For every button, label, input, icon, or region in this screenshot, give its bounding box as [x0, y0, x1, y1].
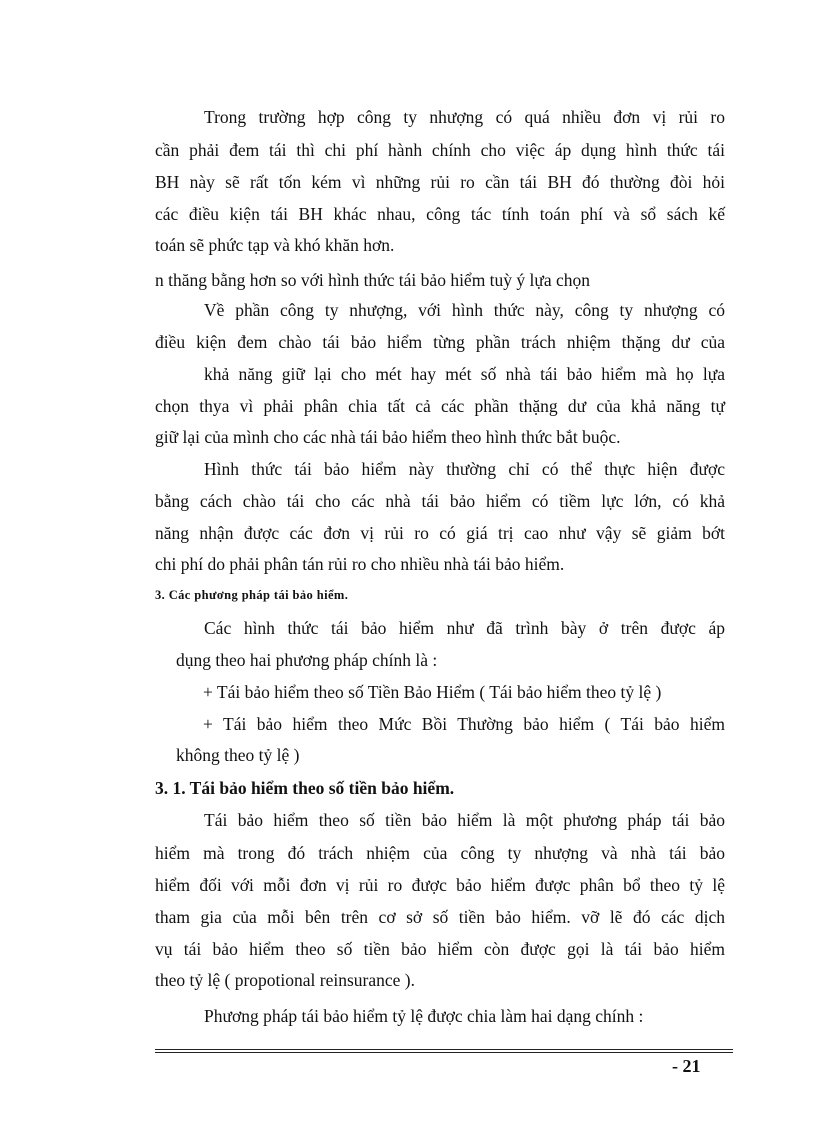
paragraph-5-line-5: vụ tái bảo hiểm theo số tiền bảo hiểm còn được gọi là tái bảo hiểm [155, 939, 725, 959]
bullet-claims-line-1: + Tái bảo hiểm theo Mức Bồi Thường bảo hiểm ( Tái bảo hiểm [203, 714, 725, 734]
paragraph-4-line-2: dụng theo hai phương pháp chính là : [176, 650, 438, 670]
paragraph-1-line-3: BH này sẽ rất tốn kém vì những rủi ro cần tái BH đó thường đòi hỏi [155, 172, 725, 192]
paragraph-5-line-1: Tái bảo hiểm theo số tiền bảo hiểm là một phương pháp tái bảo [204, 810, 725, 830]
paragraph-6-line-1: Phương pháp tái bảo hiểm tỷ lệ được chia làm hai dạng chính : [204, 1006, 644, 1026]
paragraph-3-line-3: năng nhận được các đơn vị rủi ro có giá trị cao như vậy sẽ giảm bớt [155, 523, 725, 543]
bullet-sum-insured: + Tái bảo hiểm theo số Tiền Bảo Hiểm ( Tái bảo hiểm theo tỷ lệ ) [203, 682, 662, 702]
paragraph-1-line-5: toán sẽ phức tạp và khó khăn hơn. [155, 235, 395, 255]
section-3-1-heading: 3. 1. Tái bảo hiểm theo số tiền bảo hiểm. [155, 778, 455, 798]
footer-rule-top [155, 1049, 733, 1050]
bullet-claims-line-2: không theo tỷ lệ ) [176, 745, 300, 765]
paragraph-3-line-2: bằng cách chào tái cho các nhà tái bảo hiểm có tiềm lực lớn, có khả [155, 491, 725, 511]
paragraph-3-line-1: Hình thức tái bảo hiểm này thường chỉ có thể thực hiện được [204, 459, 725, 479]
paragraph-3-line-4: chi phí do phải phân tán rủi ro cho nhiều nhà tái bảo hiểm. [155, 554, 565, 574]
fragment-line: n thăng bằng hơn so với hình thức tái bảo hiểm tuỳ ý lựa chọn [155, 270, 591, 290]
paragraph-5-line-2: hiểm mà trong đó trách nhiệm của công ty nhượng và nhà tái bảo [155, 843, 725, 863]
page-number: - 21 [672, 1056, 701, 1076]
paragraph-2-line-3: khả năng giữ lại cho mét hay mét số nhà tái bảo hiểm mà họ lựa [204, 364, 725, 384]
paragraph-5-line-3: hiểm đối với mỗi đơn vị rủi ro được bảo hiểm được phân bổ theo tỷ lệ [155, 875, 725, 895]
footer-rule-bottom [155, 1052, 733, 1053]
paragraph-2-line-5: giữ lại của mình cho các nhà tái bảo hiểm theo hình thức bắt buộc. [155, 427, 621, 447]
paragraph-1-line-4: các điều kiện tái BH khác nhau, công tác tính toán phí và sổ sách kế [155, 204, 725, 224]
paragraph-2-line-4: chọn thya vì phải phân chia tất cả các phần thặng dư của khả năng tự [155, 396, 725, 416]
paragraph-5-line-4: tham gia của mỗi bên trên cơ sở số tiền bảo hiểm. vỡ lẽ đó các dịch [155, 907, 725, 927]
paragraph-2-line-1: Về phần công ty nhượng, với hình thức này, công ty nhượng có [204, 300, 725, 320]
paragraph-4-line-1: Các hình thức tái bảo hiểm như đã trình bày ở trên được áp [204, 618, 725, 638]
paragraph-1-line-1: Trong trường hợp công ty nhượng có quá nhiều đơn vị rủi ro [204, 107, 725, 127]
paragraph-2-line-2: điều kiện đem chào tái bảo hiểm từng phần trách nhiệm thặng dư của [155, 332, 725, 352]
paragraph-1-line-2: cần phải đem tái thì chi phí hành chính cho việc áp dụng hình thức tái [155, 140, 725, 160]
paragraph-5-line-6: theo tỷ lệ ( propotional reinsurance ). [155, 970, 415, 990]
section-3-heading: 3. Các phương pháp tái bảo hiểm. [155, 588, 349, 602]
